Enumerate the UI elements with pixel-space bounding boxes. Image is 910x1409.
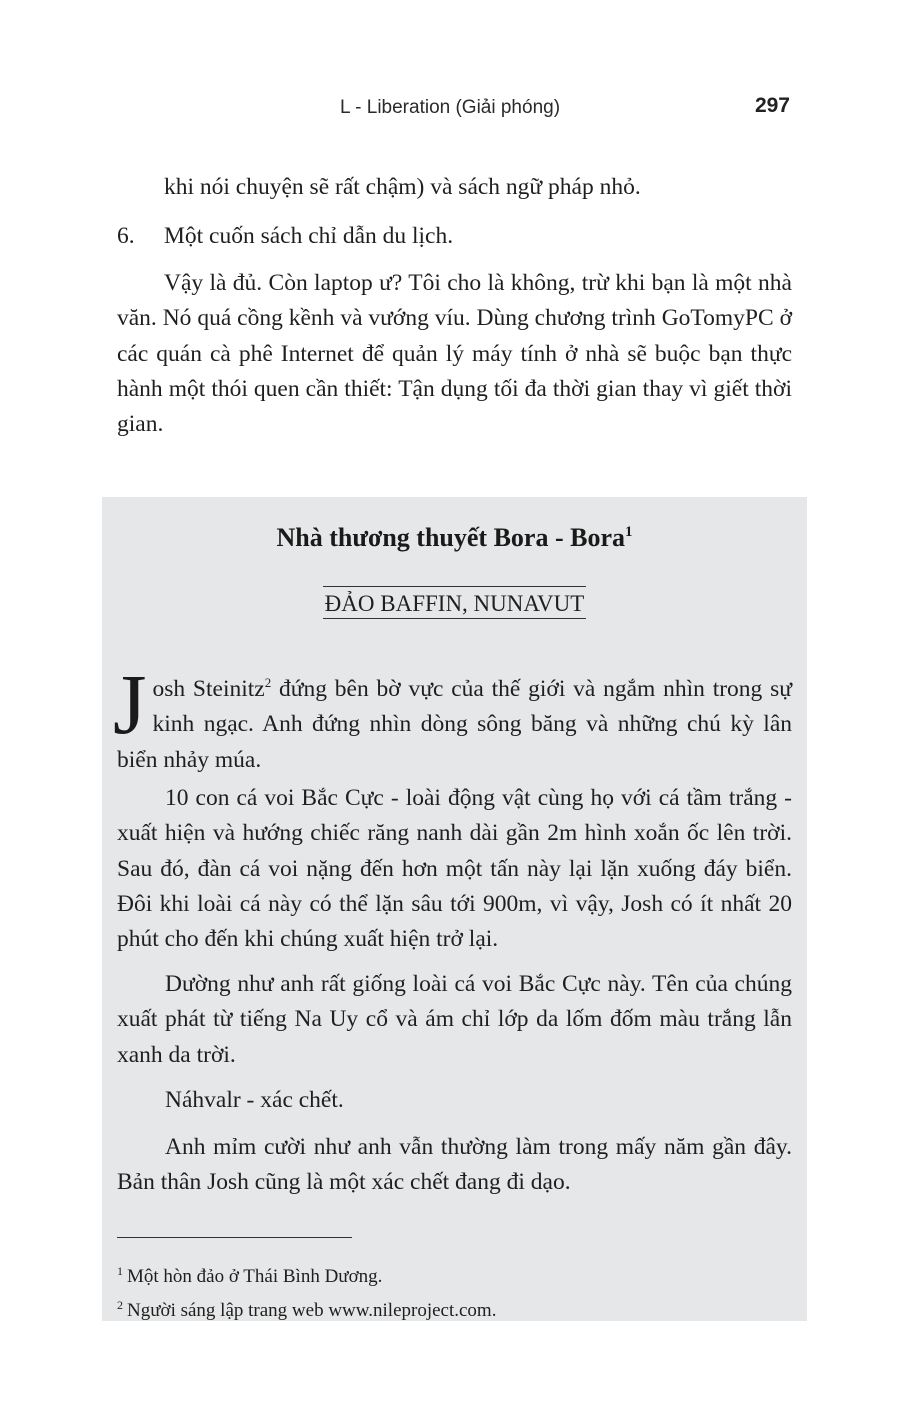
footnote-text: Một hòn đảo ở Thái Bình Dương. [127, 1266, 383, 1287]
location-label: ĐẢO BAFFIN, NUNAVUT [323, 586, 587, 619]
box-title [102, 523, 807, 553]
list-item-text: Một cuốn sách chỉ dẫn du lịch. [164, 223, 454, 249]
box-paragraph: Dường như anh rất giống loài cá voi Bắc Cực này. Tên của chúng xuất phát từ tiếng Na Uy cổ và ám chỉ lớp da lốm đốm màu trắng lẫn xanh da trời. [117, 971, 792, 1068]
location-wrap [102, 586, 807, 619]
footnotes [117, 1257, 792, 1325]
paragraph: Vậy là đủ. Còn laptop ư? Tôi cho là không, trừ khi bạn là một nhà văn. Nó quá cồng kềnh và vướng víu. Dùng chương trình GoTomyPC ở các quán cà phê Internet để quản lý máy tính ở nhà sẽ buộc bạn thực hành một thói quen cần thiết: Tận dụng tối đa thời gian thay vì giết thời gian. [117, 270, 792, 438]
box-paragraph: 10 con cá voi Bắc Cực - loài động vật cùng họ với cá tầm trắng - xuất hiện và hướng chiếc răng nanh dài gần 2m hình xoắn ốc lên trời. Sau đó, đàn cá voi nặng đến hơn một tấn này lại lặn xuống đáy biển. Đôi khi loài cá này có thể lặn sâu tới 900m, vì vậy, Josh có ít nhất 20 phút cho đến khi chúng xuất hiện trở lại. [117, 785, 792, 953]
footnote-number: 1 [117, 1264, 123, 1278]
box-title-text: Nhà thương thuyết Bora - Bora [276, 523, 625, 552]
footnote [117, 1291, 792, 1325]
sidebar-box [102, 497, 807, 1321]
box-paragraph-dropcap [113, 656, 792, 778]
box-paragraph-start: osh Steinitz [152, 676, 265, 702]
box-paragraph: Anh mỉm cười như anh vẫn thường làm trong mấy năm gần đây. Bản thân Josh cũng là một xác chết đang đi dạo. [117, 1134, 792, 1196]
running-title: L - Liberation (Giải phóng) [340, 97, 561, 118]
footnote-number: 2 [117, 1298, 123, 1312]
footnote-divider [117, 1237, 352, 1238]
box-paragraph-rest: đứng bên bờ vực của thế giới và ngắm nhìn trong sự kinh ngạc. Anh đứng nhìn dòng sông băng và những chú kỳ lân biển nhảy múa. [117, 676, 792, 773]
footnote [117, 1257, 792, 1291]
list-item [117, 219, 792, 254]
footnote-text: Người sáng lập trang web www.nileproject.com. [127, 1300, 497, 1321]
footnote-mark: 1 [625, 524, 633, 540]
box-paragraph: Náhvalr - xác chết. [165, 1087, 344, 1113]
paragraph-continued: khi nói chuyện sẽ rất chậm) và sách ngữ pháp nhỏ. [164, 174, 641, 200]
page-header [0, 94, 910, 128]
dropcap: J [113, 656, 147, 752]
list-item-number: 6. [117, 223, 135, 249]
page-number: 297 [754, 94, 790, 117]
footnote-mark: 2 [264, 675, 272, 690]
